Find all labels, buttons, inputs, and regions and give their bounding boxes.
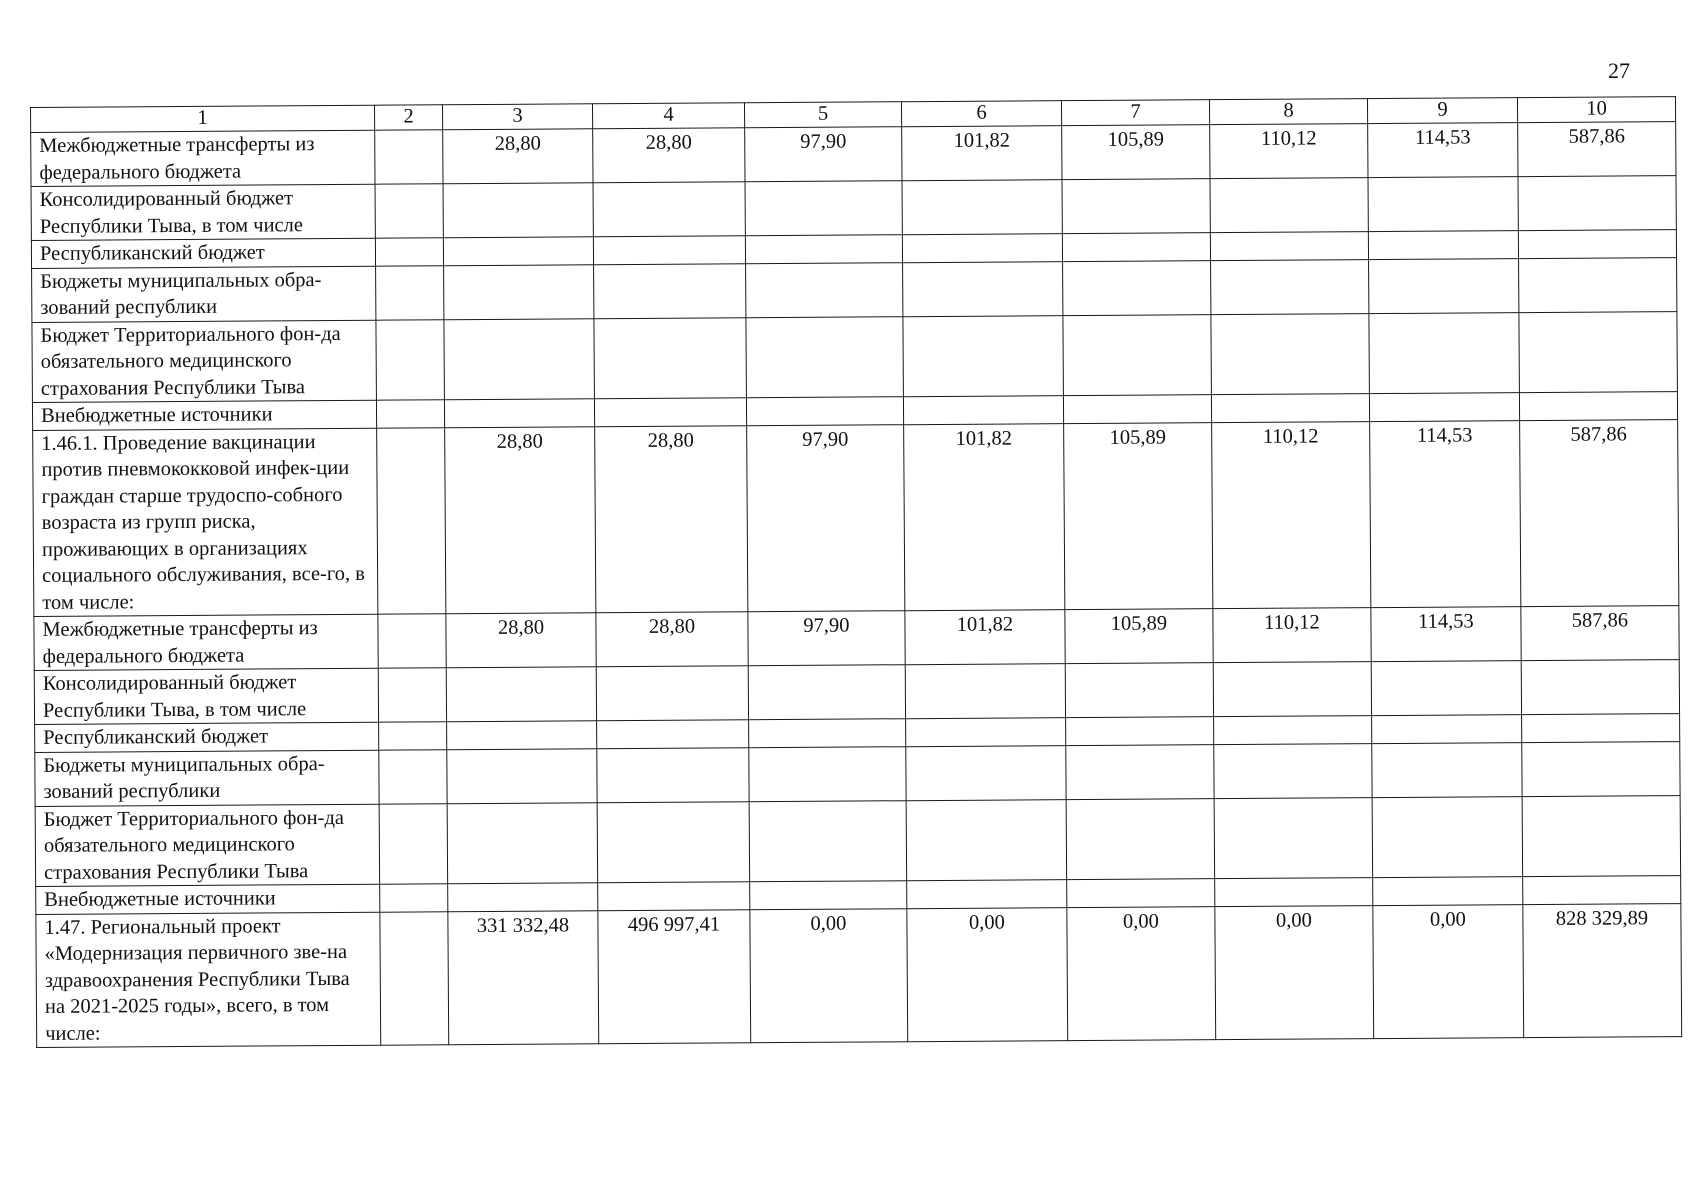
- cell-col-4: [594, 398, 746, 427]
- cell-col-2: [378, 668, 446, 722]
- cell-col-10: [1521, 660, 1679, 715]
- cell-col-2: [376, 400, 444, 428]
- column-header-6: 6: [901, 101, 1061, 127]
- cell-col-3: 28,80: [446, 613, 596, 668]
- cell-col-3: [444, 264, 594, 319]
- cell-col-9: 114,53: [1371, 607, 1521, 662]
- page-number: 27: [1608, 58, 1630, 83]
- cell-col-8: [1214, 716, 1372, 745]
- cell-col-4: [594, 317, 747, 399]
- cell-col-4: [596, 666, 748, 721]
- cell-col-9: 0,00: [1373, 904, 1524, 1038]
- cell-col-4: [597, 747, 749, 802]
- cell-col-10: [1519, 392, 1677, 421]
- cell-col-9: [1368, 177, 1518, 232]
- cell-col-7: [1063, 395, 1211, 423]
- cell-col-5: [745, 181, 902, 236]
- row-label: Внебюджетные источники: [36, 884, 380, 914]
- cell-col-2: [377, 427, 446, 614]
- cell-col-2: [378, 614, 446, 668]
- cell-col-9: [1369, 312, 1520, 393]
- column-header-2: 2: [374, 105, 442, 130]
- cell-col-9: [1372, 715, 1522, 743]
- cell-col-9: [1372, 796, 1523, 877]
- cell-col-3: [444, 318, 595, 399]
- row-label: Республиканский бюджет: [35, 722, 379, 752]
- cell-col-8: [1210, 232, 1368, 261]
- cell-col-3: [447, 802, 598, 883]
- table-row: [33, 419, 1679, 616]
- cell-col-2: [379, 749, 447, 803]
- cell-col-6: 101,82: [905, 610, 1065, 665]
- cell-col-5: [746, 262, 903, 317]
- cell-col-3: [446, 667, 596, 722]
- table-row: [32, 311, 1677, 402]
- row-label: Межбюджетные трансферты из федерального бюджета: [31, 130, 375, 186]
- cell-col-6: [906, 799, 1067, 881]
- cell-col-3: [448, 883, 598, 911]
- cell-col-5: [750, 881, 907, 910]
- cell-col-5: 0,00: [750, 908, 908, 1043]
- cell-col-7: [1062, 179, 1210, 234]
- cell-col-2: [379, 803, 448, 884]
- cell-col-5: [749, 746, 906, 801]
- cell-col-4: [597, 720, 749, 749]
- cell-col-9: [1368, 231, 1518, 259]
- cell-col-3: [444, 399, 594, 427]
- cell-col-8: 110,12: [1213, 608, 1371, 663]
- cell-col-4: [598, 882, 750, 911]
- cell-col-3: [447, 748, 597, 803]
- cell-col-4: [597, 801, 750, 883]
- column-header-3: 3: [442, 104, 592, 130]
- cell-col-3: 28,80: [443, 129, 593, 184]
- cell-col-2: [375, 130, 443, 184]
- column-header-8: 8: [1209, 99, 1367, 125]
- table-row: [36, 903, 1682, 1047]
- cell-col-4: 496 997,41: [598, 909, 751, 1044]
- cell-col-8: [1214, 743, 1372, 798]
- cell-col-2: [379, 722, 447, 750]
- cell-col-6: [902, 180, 1062, 235]
- cell-col-4: [593, 236, 745, 265]
- cell-col-6: [903, 315, 1064, 397]
- cell-col-7: 105,89: [1064, 422, 1213, 609]
- cell-col-7: 0,00: [1067, 906, 1216, 1040]
- cell-col-4: 28,80: [593, 128, 745, 183]
- cell-col-10: [1522, 741, 1680, 796]
- cell-col-3: [443, 183, 593, 238]
- cell-col-9: [1373, 877, 1523, 905]
- cell-col-8: [1214, 797, 1373, 879]
- cell-col-3: [447, 721, 597, 749]
- cell-col-7: 105,89: [1065, 609, 1213, 664]
- cell-col-7: 105,89: [1062, 125, 1210, 180]
- table-row: [35, 795, 1680, 886]
- cell-col-3: 28,80: [445, 426, 596, 613]
- cell-col-10: [1523, 876, 1681, 905]
- cell-col-5: [748, 665, 905, 720]
- cell-col-9: 114,53: [1370, 420, 1521, 607]
- cell-col-6: 101,82: [902, 126, 1062, 181]
- cell-col-5: [749, 719, 906, 748]
- cell-col-2: [376, 265, 444, 319]
- cell-col-4: [594, 263, 746, 318]
- cell-col-6: 101,82: [904, 423, 1065, 611]
- cell-col-7: [1065, 663, 1213, 718]
- cell-col-10: [1518, 230, 1676, 259]
- column-header-10: 10: [1517, 97, 1675, 123]
- cell-col-8: 110,12: [1212, 421, 1371, 609]
- cell-col-5: 97,90: [748, 611, 905, 666]
- cell-col-6: [903, 396, 1063, 425]
- cell-col-9: [1372, 742, 1522, 797]
- cell-col-9: [1369, 393, 1519, 421]
- cell-col-10: [1522, 714, 1680, 743]
- cell-col-2: [380, 884, 448, 912]
- row-label: Бюджеты муниципальных обра-зований республики: [32, 266, 376, 322]
- cell-col-7: [1066, 744, 1214, 799]
- cell-col-10: 828 329,89: [1523, 903, 1682, 1038]
- table-body: [31, 122, 1682, 1048]
- cell-col-5: [749, 800, 907, 882]
- cell-col-6: [906, 718, 1066, 747]
- cell-col-5: [746, 316, 904, 398]
- cell-col-6: [905, 664, 1065, 719]
- column-header-9: 9: [1367, 98, 1517, 124]
- cell-col-10: [1522, 795, 1681, 877]
- cell-col-7: [1063, 314, 1212, 395]
- cell-col-2: [376, 319, 445, 400]
- cell-col-6: [902, 234, 1062, 263]
- cell-col-10: [1518, 176, 1676, 231]
- cell-col-8: [1211, 394, 1369, 423]
- cell-col-3: [443, 237, 593, 265]
- cell-col-2: [375, 184, 443, 238]
- row-label: Внебюджетные источники: [32, 400, 376, 430]
- cell-col-8: 110,12: [1210, 124, 1368, 179]
- budget-table: [30, 96, 1682, 1048]
- cell-col-9: [1371, 661, 1521, 716]
- cell-col-7: [1062, 233, 1210, 261]
- cell-col-3: 331 332,48: [448, 910, 599, 1044]
- cell-col-4: [593, 182, 745, 237]
- column-header-4: 4: [592, 103, 744, 129]
- cell-col-5: [745, 235, 902, 264]
- row-label: Бюджет Территориального фон-да обязательного медицинского страхования Республики Тыва: [35, 804, 380, 887]
- row-label: Бюджет Территориального фон-да обязательного медицинского страхования Республики Тыва: [32, 320, 377, 403]
- column-header-5: 5: [744, 102, 901, 128]
- cell-col-6: [903, 261, 1063, 316]
- cell-col-2: [375, 238, 443, 266]
- cell-col-8: [1213, 662, 1371, 717]
- row-label: 1.46.1. Проведение вакцинации против пневмококковой инфек-ции граждан старше трудоспо-собного возраста из групп риска, проживающих в организациях социального обслуживания, все-го, в том числе:: [33, 428, 378, 617]
- cell-col-9: [1369, 258, 1519, 313]
- row-label: Республиканский бюджет: [31, 238, 375, 268]
- cell-col-5: [746, 397, 903, 426]
- cell-col-8: [1215, 878, 1373, 907]
- cell-col-2: [380, 911, 449, 1045]
- row-label: Консолидированный бюджет Республики Тыва, в том числе: [31, 184, 375, 240]
- cell-col-7: [1063, 260, 1211, 315]
- cell-col-8: [1211, 259, 1369, 314]
- cell-col-10: [1519, 257, 1677, 312]
- column-header-1: 1: [31, 105, 375, 132]
- cell-col-10: 587,86: [1521, 606, 1679, 661]
- cell-col-4: 28,80: [596, 612, 748, 667]
- row-label: 1.47. Региональный проект «Модернизация первичного зве-на здравоохранения Республики Тыва на 2021-2025 годы», всего, в том числе:: [36, 912, 381, 1048]
- cell-col-10: 587,86: [1520, 419, 1679, 607]
- cell-col-6: 0,00: [907, 907, 1068, 1042]
- cell-col-8: [1210, 178, 1368, 233]
- cell-col-7: [1066, 717, 1214, 745]
- cell-col-7: [1067, 879, 1215, 907]
- cell-col-5: 97,90: [747, 424, 905, 612]
- row-label: Бюджеты муниципальных обра-зований республики: [35, 750, 379, 806]
- cell-col-5: 97,90: [745, 127, 902, 182]
- cell-col-4: 28,80: [595, 425, 748, 613]
- cell-col-10: 587,86: [1518, 122, 1676, 177]
- cell-col-10: [1519, 311, 1678, 393]
- row-label: Межбюджетные трансферты из федерального бюджета: [34, 614, 378, 670]
- cell-col-9: 114,53: [1368, 123, 1518, 178]
- cell-col-6: [907, 880, 1067, 909]
- cell-col-7: [1066, 798, 1215, 879]
- cell-col-8: [1211, 313, 1370, 395]
- cell-col-6: [906, 745, 1066, 800]
- row-label: Консолидированный бюджет Республики Тыва, в том числе: [34, 668, 378, 724]
- cell-col-8: 0,00: [1215, 905, 1374, 1040]
- column-header-7: 7: [1061, 100, 1209, 126]
